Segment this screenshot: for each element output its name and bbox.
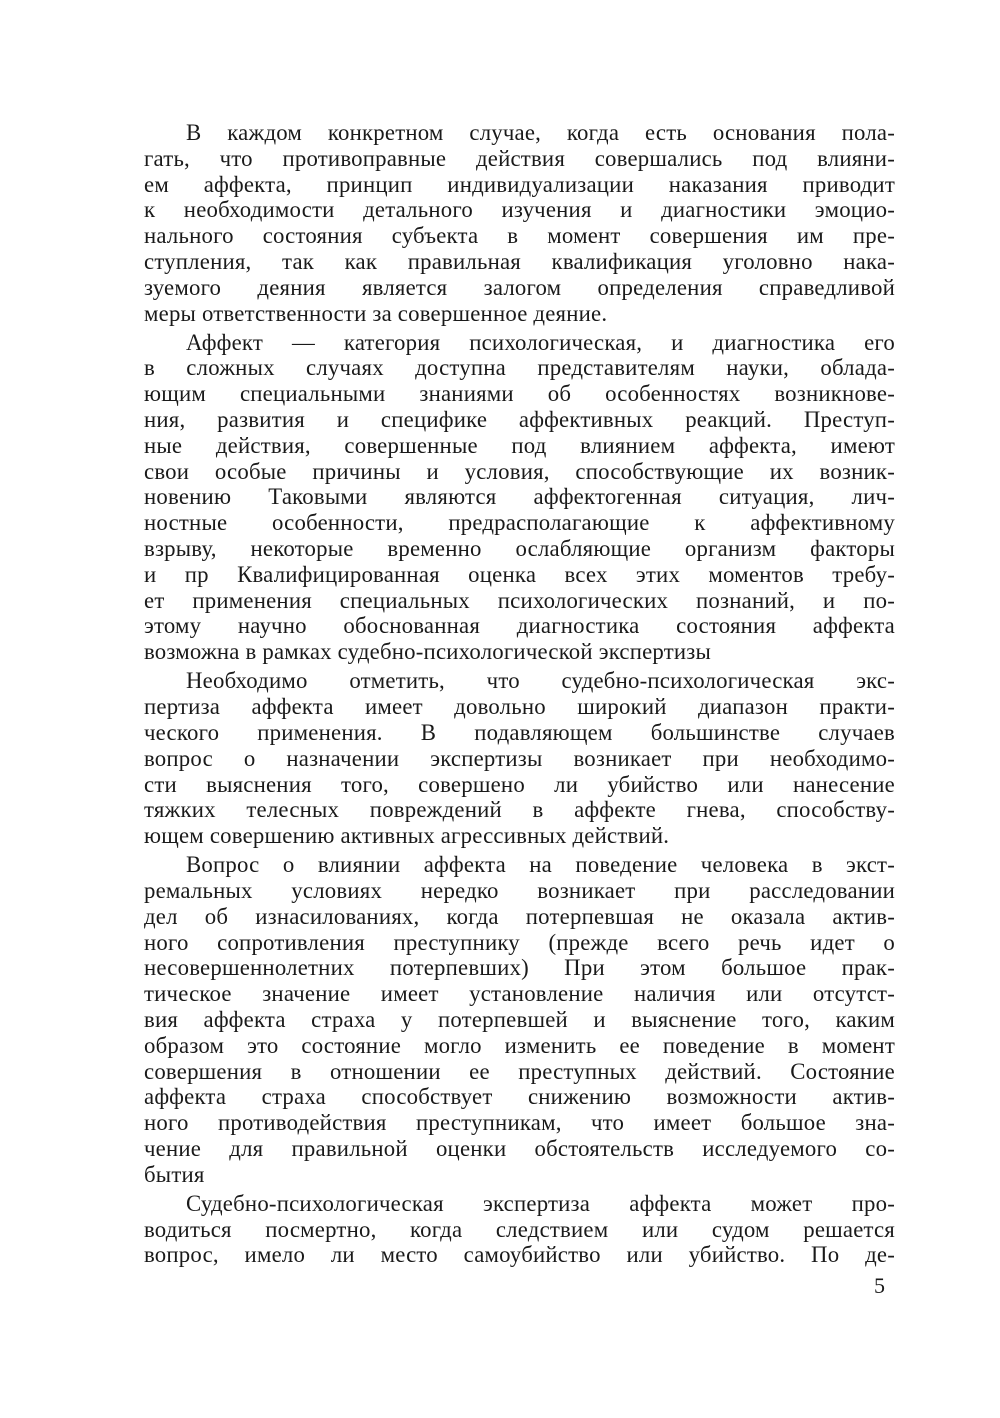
text-line: ремальных условиях нередко возникает при расследовании — [144, 878, 895, 903]
text-line: вия аффекта страха у потерпевшей и выяснение того, каким — [144, 1006, 895, 1032]
text-line: ностные особенности, предрасполагающие к аффективному — [144, 510, 895, 536]
text-line: Необходимо отметить, что судебно-психологическая экс- — [186, 668, 895, 694]
text-line: в сложных случаях доступна представителям науки, облада- — [144, 355, 895, 381]
text-line: аффекта страха способствует снижению возможности актив- — [144, 1084, 895, 1110]
text-line: этому научно обоснованная диагностика состояния аффекта — [144, 613, 895, 639]
text-body — [144, 120, 895, 1272]
page-number: 5 — [874, 1273, 885, 1298]
text-line: пертиза аффекта имеет довольно широкий диапазон практи- — [144, 694, 895, 720]
paragraph-1 — [144, 120, 895, 326]
text-line: ные действия, совершенные под влиянием аффекта, имеют — [144, 432, 895, 458]
text-line: бытия — [144, 1161, 205, 1187]
text-line: нального состояния субъекта в момент совершения им пре- — [144, 223, 895, 249]
text-line: свои особые причины и условия, способствующие их возник- — [144, 458, 895, 484]
text-line: ющим специальными знаниями об особенностях возникнове- — [144, 381, 895, 407]
text-line: ческого применения. В подавляющем большинстве случаев — [144, 719, 895, 745]
text-line: водиться посмертно, когда следствием или судом решается — [144, 1216, 895, 1242]
text-line: Вопрос о влиянии аффекта на поведение человека в экст- — [186, 852, 895, 878]
text-line: несовершеннолетних потерпевших) При этом большое прак- — [144, 955, 895, 981]
text-line: ния, развития и специфике аффективных реакций. Преступ- — [144, 407, 895, 433]
text-line: Аффект — категория психологическая, и диагностика его — [186, 329, 895, 355]
text-line: ющем совершению активных агрессивных действий. — [144, 823, 670, 849]
paragraph-4 — [144, 852, 895, 1187]
text-line: тическое значение имеет установление наличия или отсутст- — [144, 981, 895, 1007]
text-line: ет применения специальных психологических познаний, и по- — [144, 587, 895, 613]
text-line: чение для правильной оценки обстоятельств исследуемого со- — [144, 1135, 895, 1161]
text-line: ступления, так как правильная квалификация уголовно нака- — [144, 248, 895, 274]
text-line: сти выяснения того, совершено ли убийство или нанесение — [144, 771, 895, 797]
text-line: совершения в отношении ее преступных действий. Состояние — [144, 1058, 895, 1084]
text-line: и пр Квалифицированная оценка всех этих моментов требу- — [144, 561, 895, 587]
text-line: ем аффекта, принцип индивидуализации наказания приводит — [144, 171, 895, 197]
text-line: возможна в рамках судебно-психологической экспертизы — [144, 639, 712, 665]
text-line: взрыву, некоторые временно ослабляющие организм факторы — [144, 536, 895, 562]
text-line: зуемого деяния является залогом определения справедливой — [144, 274, 895, 300]
paragraph-3 — [144, 668, 895, 849]
paragraph-2 — [144, 330, 895, 665]
text-line: ного сопротивления преступнику (прежде всего речь идет о — [144, 929, 895, 955]
text-line: Судебно-психологическая экспертиза аффекта может про- — [186, 1190, 895, 1216]
text-line: дел об изнасилованиях, когда потерпевшая не оказала актив- — [144, 903, 895, 929]
text-line: образом это состояние могло изменить ее поведение в момент — [144, 1032, 895, 1058]
text-line: ного противодействия преступникам, что имеет большое зна- — [144, 1110, 895, 1136]
text-line: тяжких телесных повреждений в аффекте гнева, способству- — [144, 797, 895, 823]
paragraph-5 — [144, 1191, 895, 1268]
text-line: вопрос о назначении экспертизы возникает при необходимо- — [144, 745, 895, 771]
text-line: вопрос, имело ли место самоубийство или убийство. По де- — [144, 1242, 895, 1268]
text-line: меры ответственности за совершенное деяние. — [144, 300, 608, 326]
text-line: новению Таковыми являются аффектогенная ситуация, лич- — [144, 484, 895, 510]
text-line: В каждом конкретном случае, когда есть основания пола- — [186, 120, 895, 145]
text-line: к необходимости детального изучения и диагностики эмоцио- — [144, 197, 895, 223]
text-line: гать, что противоправные действия совершались под влияни- — [144, 145, 895, 171]
